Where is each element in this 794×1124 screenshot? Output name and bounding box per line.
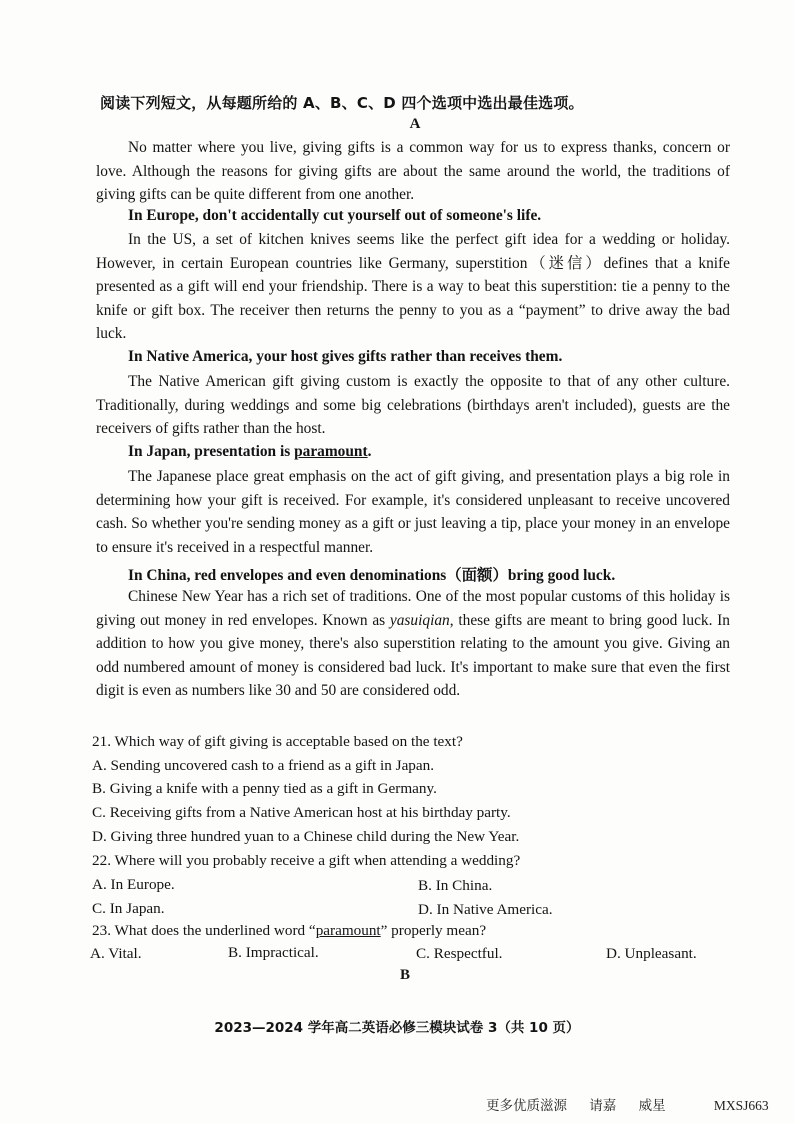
- china-paragraph: [96, 585, 730, 703]
- q23-option-d[interactable]: D. Unpleasant.: [606, 945, 697, 962]
- japan-heading-post: .: [367, 443, 372, 460]
- section-b-title: B: [399, 967, 410, 983]
- native-paragraph: The Native American gift giving custom is exactly the opposite to that of any other culture. Traditionally, during weddings and some big celebrations (birthdays aren't included), guests are the receivers of gifts rather than the host.: [96, 373, 730, 438]
- q22-option-c[interactable]: C. In Japan.: [92, 900, 165, 917]
- q21-stem: 21. Which way of gift giving is acceptable based on the text?: [92, 733, 463, 750]
- watermark: [486, 1094, 787, 1114]
- europe-heading: In Europe, don't accidentally cut yourself out of someone's life.: [128, 207, 542, 224]
- q23-stem-post: ” properly mean?: [380, 922, 487, 939]
- china-text-post: , these gifts are meant to bring good luck. In addition to how you give money, there's also superstition relating to the amount you give. Giving an odd numbered amount of money is considered bad luck. It's important to make sure that even the first digit is even as numbers like 30 and 50 are considered odd.: [96, 611, 730, 700]
- japan-paragraph: The Japanese place great emphasis on the act of gift giving, and presentation plays a big role in determining how your gift is received. For example, it's considered unpleasant to receive uncovered cash. So whether you're sending money as a gift or just leaving a tip, place your money in an envelope to ensure it's received in a respectful manner.: [96, 468, 730, 556]
- q21-option-d[interactable]: D. Giving three hundred yuan to a Chinese child during the New Year.: [92, 828, 520, 845]
- q21-option-c[interactable]: C. Receiving gifts from a Native American host at his birthday party.: [92, 804, 511, 821]
- q23-option-c[interactable]: C. Respectful.: [416, 945, 503, 962]
- japan-heading-pre: In Japan, presentation is: [128, 443, 295, 460]
- europe-paragraph: In the US, a set of kitchen knives seems like the perfect gift idea for a wedding or holiday. However, in certain European countries like Germany, superstition（迷信）defines that a knife presented as a gift will end your friendship. There is a way to beat this superstition: tie a penny to the knife or gift box. The receiver then returns the penny to you as a “payment” to drive away the bad luck.: [96, 231, 730, 343]
- china-text-pre: Chinese New Year has a rich set of traditions. One of the most popular customs of this holiday is giving out money in red envelopes. Known as: [96, 588, 730, 629]
- underlined-word: paramount: [294, 443, 368, 460]
- native-heading: In Native America, your host gives gifts rather than receives them.: [128, 348, 563, 365]
- q21-option-a[interactable]: A. Sending uncovered cash to a friend as a gift in Japan.: [92, 757, 435, 774]
- section-a-title: A: [409, 116, 421, 132]
- china-heading: In China, red envelopes and even denominations（面额）bring good luck.: [128, 567, 616, 584]
- watermark-text-3: 威星: [638, 1098, 666, 1114]
- watermark-text-1: 更多优质滋源: [486, 1098, 567, 1114]
- q22-option-d[interactable]: D. In Native America.: [418, 901, 553, 918]
- watermark-code: MXSJ663: [713, 1098, 769, 1113]
- instruction: 阅读下列短文，从每题所给的 A、B、C、D 四个选项中选出最佳选项。: [100, 94, 584, 112]
- japan-heading: [128, 443, 371, 461]
- q23-option-b[interactable]: B. Impractical.: [228, 944, 319, 961]
- q22-option-b[interactable]: B. In China.: [418, 877, 493, 894]
- china-text-italic: yasuiqian: [389, 611, 450, 629]
- q22-option-a[interactable]: A. In Europe.: [92, 876, 175, 893]
- q23-underlined-word: paramount: [315, 922, 381, 939]
- q23-stem: [92, 922, 486, 940]
- page-footer: 2023—2024 学年高二英语必修三模块试卷 3（共 10 页）: [214, 1020, 580, 1036]
- q22-stem: 22. Where will you probably receive a gift when attending a wedding?: [92, 852, 521, 869]
- q23-stem-pre: 23. What does the underlined word “: [92, 922, 316, 939]
- q21-option-b[interactable]: B. Giving a knife with a penny tied as a gift in Germany.: [92, 780, 437, 797]
- q23-option-a[interactable]: A. Vital.: [90, 945, 142, 962]
- watermark-text-2: 请嘉: [589, 1098, 617, 1114]
- intro-paragraph: No matter where you live, giving gifts is a common way for us to express thanks, concern or love. Although the reasons for giving gifts are about the same around the world, the traditions of giving gifts can be quite different from one another.: [96, 139, 730, 204]
